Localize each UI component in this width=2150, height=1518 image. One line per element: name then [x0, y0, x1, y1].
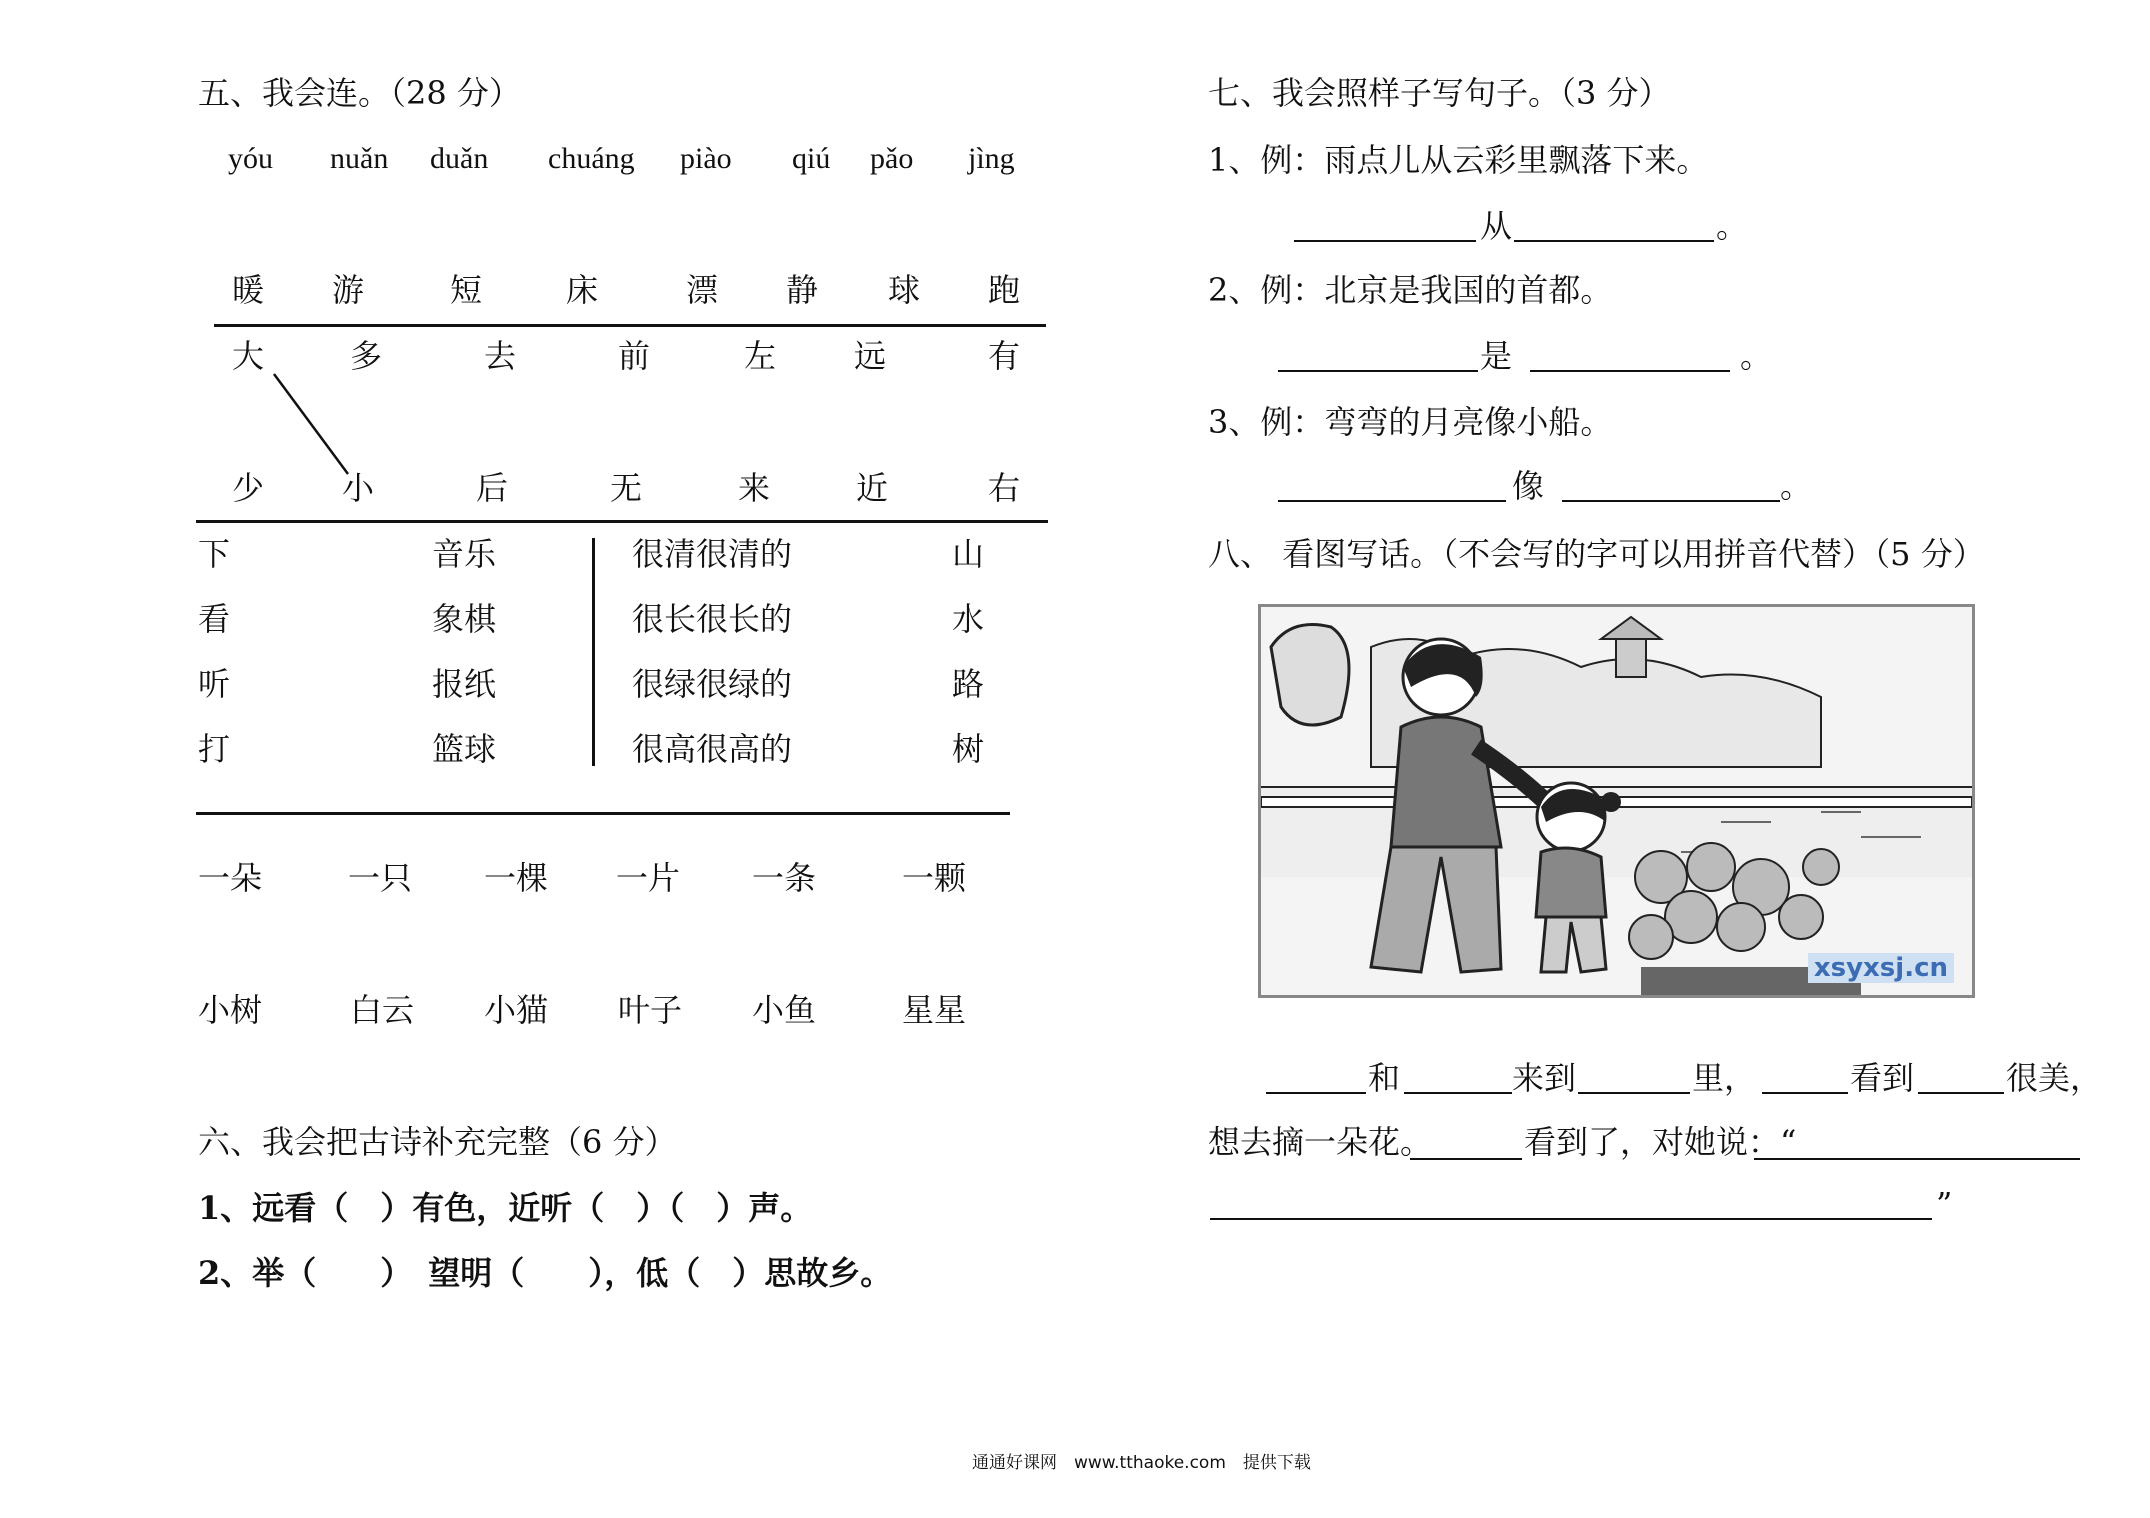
example-1: 1、例：雨点儿从云彩里飘落下来。 — [1208, 141, 1709, 179]
verb: 听 — [198, 665, 231, 703]
sentence-word: 想去摘一朵花。 — [1208, 1123, 1433, 1161]
answer-blank[interactable] — [1266, 1092, 1366, 1094]
measure-word: 一只 — [348, 859, 413, 897]
pinyin: nuǎn — [330, 142, 389, 175]
keyword: 是 — [1480, 337, 1513, 375]
measure-word: 一片 — [616, 859, 681, 897]
sentence-word: 来到 — [1512, 1059, 1577, 1097]
poem-line-1: 1、远看（ ）有色，近听（ ）（ ）声。 — [198, 1189, 813, 1227]
thing-word: 叶子 — [618, 991, 683, 1029]
pinyin: chuáng — [548, 142, 635, 175]
period: 。 — [1780, 467, 1813, 505]
poem-line-2: 2、举（ ） 望明（ ），低（ ）思故乡。 — [198, 1254, 893, 1292]
opposite-word: 来 — [738, 469, 771, 507]
thing-word: 星星 — [902, 991, 967, 1029]
answer-blank[interactable] — [1530, 370, 1730, 372]
adjective: 很高很高的 — [632, 730, 793, 768]
thing-word: 白云 — [350, 991, 415, 1029]
hanzi: 床 — [566, 271, 599, 309]
answer-blank[interactable] — [1410, 1158, 1522, 1160]
opposite-word: 多 — [350, 337, 383, 375]
answer-blank[interactable] — [1278, 370, 1478, 372]
hanzi: 静 — [786, 271, 819, 309]
opposite-word: 小 — [342, 469, 375, 507]
noun: 路 — [952, 665, 985, 703]
verb: 下 — [198, 535, 231, 573]
answer-blank[interactable] — [1562, 500, 1780, 502]
sentence-word: 里， — [1692, 1059, 1757, 1097]
opposite-word: 前 — [618, 337, 651, 375]
sentence-word: 很美， — [2006, 1059, 2103, 1097]
verb: 打 — [198, 730, 231, 768]
answer-blank[interactable] — [1514, 240, 1714, 242]
hanzi: 跑 — [988, 271, 1021, 309]
answer-blank[interactable] — [1404, 1092, 1512, 1094]
example-2: 2、例：北京是我国的首都。 — [1208, 271, 1613, 309]
opposite-word: 少 — [232, 469, 265, 507]
vertical-divider — [592, 538, 595, 766]
section-7-title: 七、我会照样子写句子。（3 分） — [1208, 74, 1671, 112]
opposite-word: 有 — [988, 337, 1021, 375]
pinyin: piào — [680, 142, 732, 175]
pinyin: yóu — [228, 142, 273, 175]
object: 象棋 — [432, 600, 497, 638]
opposite-word: 无 — [610, 469, 643, 507]
sentence-word: 看到了，对她说：“ — [1524, 1123, 1797, 1161]
illustration-drawing — [1261, 607, 1972, 995]
adjective: 很清很清的 — [632, 535, 793, 573]
hanzi: 游 — [332, 271, 365, 309]
verb: 看 — [198, 600, 231, 638]
pinyin: jìng — [968, 142, 1015, 175]
measure-word: 一条 — [752, 859, 817, 897]
hanzi: 球 — [888, 271, 921, 309]
adjective: 很绿很绿的 — [632, 665, 793, 703]
measure-word: 一棵 — [484, 859, 549, 897]
object: 音乐 — [432, 535, 497, 573]
answer-blank[interactable] — [1918, 1092, 2004, 1094]
illustration-mother-girl-flowers — [1258, 604, 1975, 998]
opposite-word: 左 — [744, 337, 777, 375]
answer-blank[interactable] — [1278, 500, 1506, 502]
opposite-word: 远 — [854, 337, 887, 375]
answer-blank[interactable] — [1762, 1092, 1848, 1094]
opposite-word: 大 — [232, 337, 265, 375]
thing-word: 小鱼 — [752, 991, 817, 1029]
noun: 水 — [952, 600, 985, 638]
thing-word: 小树 — [198, 991, 263, 1029]
answer-blank[interactable] — [1210, 1218, 1932, 1220]
sentence-word: 和 — [1368, 1059, 1401, 1097]
opposite-word: 近 — [856, 469, 889, 507]
measure-word: 一颗 — [902, 859, 967, 897]
hanzi: 短 — [450, 271, 483, 309]
object: 篮球 — [432, 730, 497, 768]
keyword: 从 — [1480, 207, 1513, 245]
section-6-title: 六、我会把古诗补充完整（6 分） — [198, 1123, 677, 1161]
example-3: 3、例：弯弯的月亮像小船。 — [1208, 403, 1613, 441]
divider — [196, 812, 1010, 815]
noun: 树 — [952, 730, 985, 768]
divider — [196, 520, 1048, 523]
sentence-word: 看到 — [1850, 1059, 1915, 1097]
pinyin: duǎn — [430, 142, 489, 175]
section-8-title: 八、 看图写话。（不会写的字可以用拼音代替）（5 分） — [1208, 535, 1985, 573]
hanzi: 漂 — [686, 271, 719, 309]
pinyin: qiú — [792, 142, 831, 175]
close-quote: ” — [1936, 1185, 1953, 1223]
section-5-title: 五、我会连。（28 分） — [198, 74, 521, 112]
opposite-word: 后 — [476, 469, 509, 507]
adjective: 很长很长的 — [632, 600, 793, 638]
answer-blank[interactable] — [1754, 1158, 2080, 1160]
thing-word: 小猫 — [484, 991, 549, 1029]
keyword: 像 — [1512, 467, 1545, 505]
opposite-word: 右 — [988, 469, 1021, 507]
footer-credit: 通通好课网 www.tthaoke.com 提供下载 — [972, 1453, 1311, 1473]
period: 。 — [1716, 207, 1749, 245]
measure-word: 一朵 — [198, 859, 263, 897]
opposite-word: 去 — [484, 337, 517, 375]
noun: 山 — [952, 535, 985, 573]
watermark-logo: xsyxsj.cn — [1808, 953, 1954, 983]
object: 报纸 — [432, 665, 497, 703]
answer-blank[interactable] — [1578, 1092, 1690, 1094]
answer-blank[interactable] — [1294, 240, 1476, 242]
pinyin: pǎo — [870, 142, 914, 175]
hanzi: 暖 — [232, 271, 265, 309]
period: 。 — [1740, 337, 1773, 375]
